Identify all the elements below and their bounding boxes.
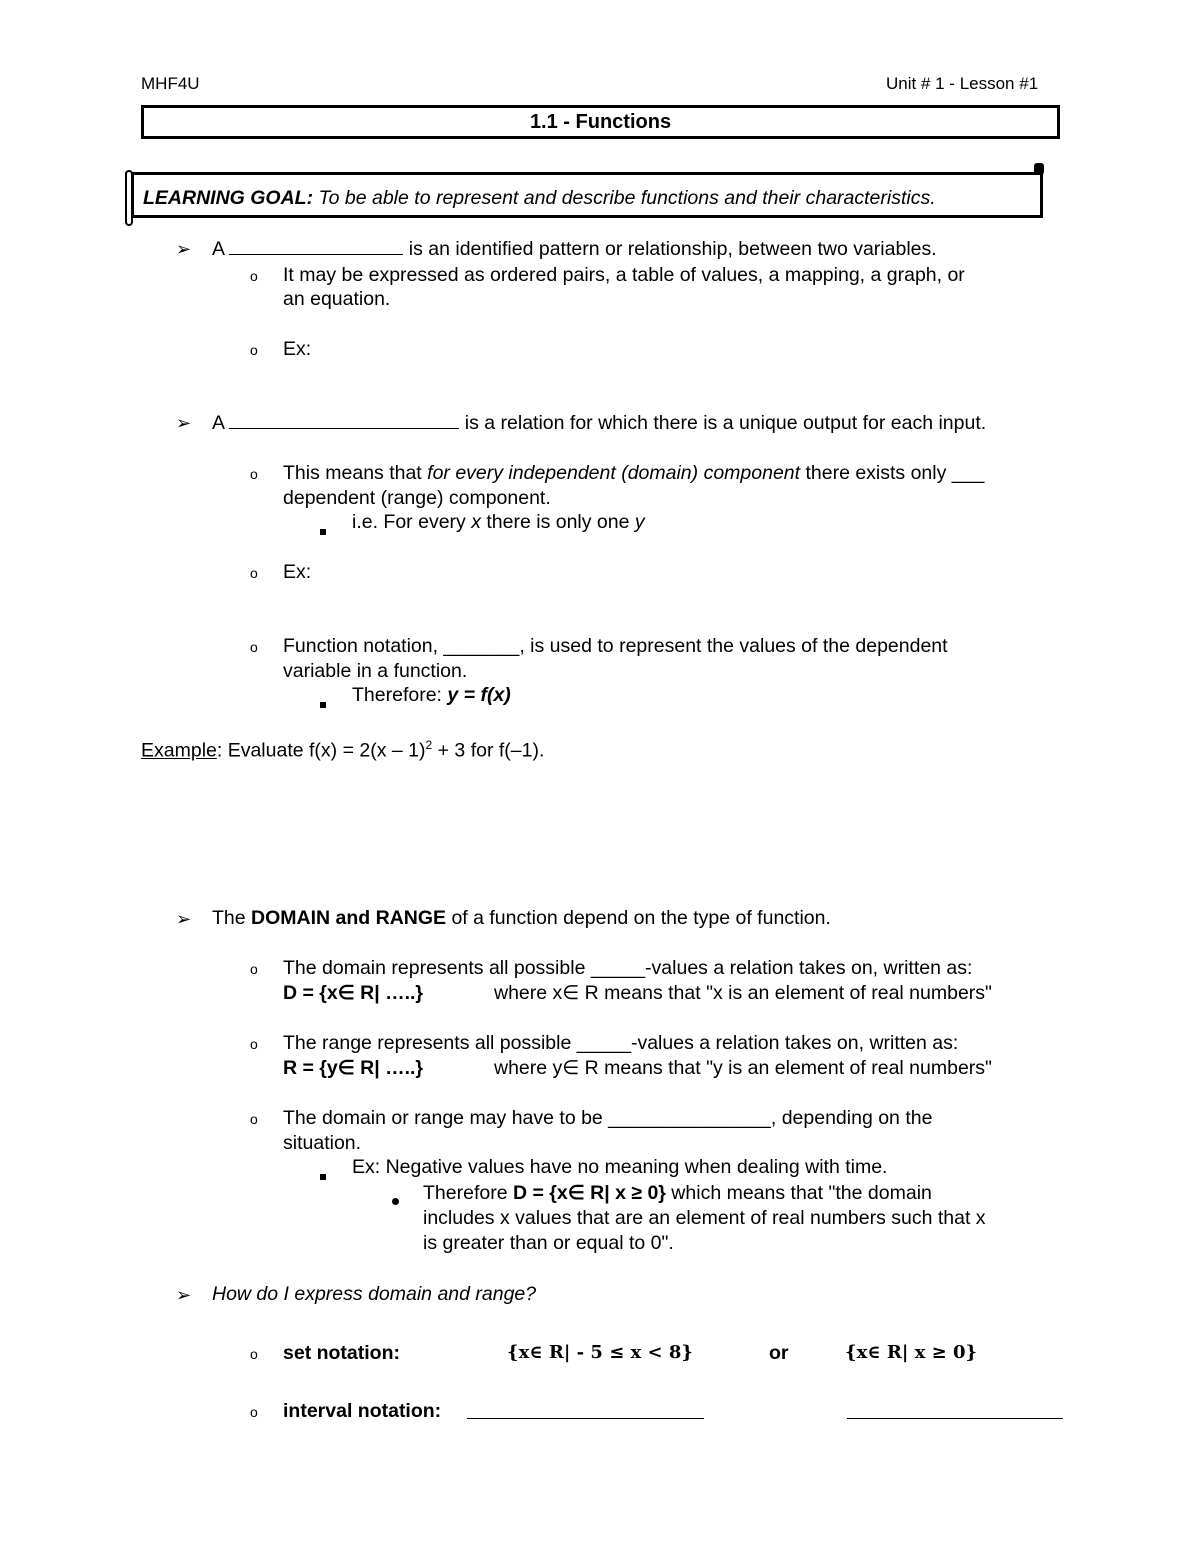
- interval-blank-2: [847, 1418, 1063, 1419]
- interval-notation-label: interval notation:: [283, 1400, 442, 1422]
- ie-b: there is only one: [480, 511, 635, 533]
- ie-a: i.e. For every: [352, 511, 472, 533]
- therefore-a: Therefore: [423, 1182, 513, 1204]
- square-bullet-icon: [320, 517, 326, 541]
- arrow-bullet-icon: ➢: [176, 239, 192, 259]
- relation-sub-1: It may be expressed as ordered pairs, a table of values, a mapping, a graph, or: [283, 264, 965, 286]
- example-text-b: + 3 for f(–1).: [432, 739, 545, 762]
- arrow-bullet-icon: ➢: [176, 1285, 192, 1305]
- therefore-domain-cont2: is greater than or equal to 0".: [423, 1232, 674, 1254]
- set-notation-example-2: {x∈ R| x ≥ 0}: [845, 1342, 978, 1363]
- relation-sub-1-cont: an equation.: [283, 288, 391, 310]
- function-notation-cont: variable in a function.: [283, 660, 468, 682]
- domain-where: where x∈ R means that "x is an element of real numbers": [494, 982, 992, 1004]
- set-notation-label: set notation:: [283, 1342, 400, 1364]
- circle-bullet-icon: o: [250, 1111, 258, 1127]
- range-definition: The range represents all possible _____-values a relation takes on, written as:: [283, 1032, 959, 1054]
- circle-bullet-icon: o: [250, 961, 258, 977]
- circle-bullet-icon: o: [250, 1404, 258, 1420]
- function-rest: is a relation for which there is a unique output for each input.: [459, 412, 987, 434]
- therefore-line: [352, 683, 511, 707]
- round-bullet-icon: [392, 1187, 399, 1211]
- express-question: How do I express domain and range?: [212, 1283, 537, 1305]
- function-a: A: [212, 412, 224, 434]
- relation-a: A: [212, 238, 224, 260]
- italic-part: for every independent (domain) component: [427, 462, 801, 484]
- learning-goal-label: LEARNING GOAL:: [143, 187, 314, 209]
- course-code: MHF4U: [141, 74, 200, 93]
- arrow-bullet-icon: ➢: [176, 909, 192, 929]
- exists-only: there exists only ___: [800, 462, 985, 484]
- circle-bullet-icon: o: [250, 268, 258, 284]
- square-bullet-icon: [320, 1162, 326, 1186]
- scroll-edge-icon: [125, 170, 133, 226]
- intro-b: of a function depend on the type of function.: [446, 907, 831, 929]
- function-meaning: [283, 461, 984, 485]
- circle-bullet-icon: o: [250, 466, 258, 482]
- example-exponent: 2: [425, 738, 433, 752]
- domain-set: D = {x∈ R| …..}: [283, 982, 424, 1004]
- restriction-line-cont: situation.: [283, 1132, 362, 1154]
- square-bullet-icon: [320, 690, 326, 714]
- therefore-set: D = {x∈ R| x ≥ 0}: [512, 1182, 666, 1204]
- domain-range-intro: [212, 906, 831, 930]
- therefore-domain: [423, 1181, 932, 1205]
- interval-blank-1: [467, 1418, 704, 1419]
- negative-values-example: Ex: Negative values have no meaning when dealing with time.: [352, 1156, 888, 1178]
- therefore-b: which means that "the domain: [665, 1182, 932, 1204]
- ie-line: [352, 510, 645, 534]
- set-notation-example-1: {x∈ R| - 5 ≤ x < 8}: [507, 1342, 693, 1363]
- circle-bullet-icon: o: [250, 1346, 258, 1362]
- this-means: This means that: [283, 462, 428, 484]
- example-text-a: : Evaluate f(x) = 2(x – 1): [216, 739, 426, 762]
- range-where: where y∈ R means that "y is an element of real numbers": [494, 1057, 992, 1079]
- restriction-line: The domain or range may have to be _______________, depending on the: [283, 1107, 933, 1129]
- circle-bullet-icon: o: [250, 1036, 258, 1052]
- relation-blank: [229, 236, 403, 255]
- therefore-label: Therefore:: [352, 684, 448, 706]
- relation-definition: [212, 236, 937, 261]
- ie-x: x: [471, 511, 481, 533]
- function-blank: [229, 410, 459, 429]
- circle-bullet-icon: o: [250, 639, 258, 655]
- function-example: Ex:: [283, 561, 312, 583]
- page-title: 1.1 - Functions: [141, 105, 1060, 139]
- function-notation: Function notation, _______, is used to represent the values of the dependent: [283, 635, 948, 657]
- arrow-bullet-icon: ➢: [176, 413, 192, 433]
- domain-definition: The domain represents all possible _____-values a relation takes on, written as:: [283, 957, 973, 979]
- function-meaning-cont: dependent (range) component.: [283, 487, 551, 509]
- relation-rest: is an identified pattern or relationship, between two variables.: [403, 238, 937, 260]
- example-label: Example: [141, 739, 217, 762]
- unit-lesson: Unit # 1 - Lesson #1: [886, 74, 1039, 93]
- circle-bullet-icon: o: [250, 565, 258, 581]
- circle-bullet-icon: o: [250, 342, 258, 358]
- therefore-domain-cont: includes x values that are an element of real numbers such that x: [423, 1207, 986, 1229]
- function-definition: [212, 410, 986, 435]
- learning-goal-text: To be able to represent and describe functions and their characteristics.: [313, 187, 936, 209]
- learning-goal: [143, 187, 936, 210]
- or-label: or: [769, 1342, 789, 1364]
- ie-y: y: [634, 511, 645, 533]
- therefore-equation: y = f(x): [447, 684, 511, 706]
- range-set: R = {y∈ R| …..}: [283, 1057, 424, 1079]
- relation-example: Ex:: [283, 338, 312, 360]
- example-line: [141, 733, 544, 763]
- intro-a: The: [212, 907, 252, 929]
- intro-bold: DOMAIN and RANGE: [251, 907, 447, 929]
